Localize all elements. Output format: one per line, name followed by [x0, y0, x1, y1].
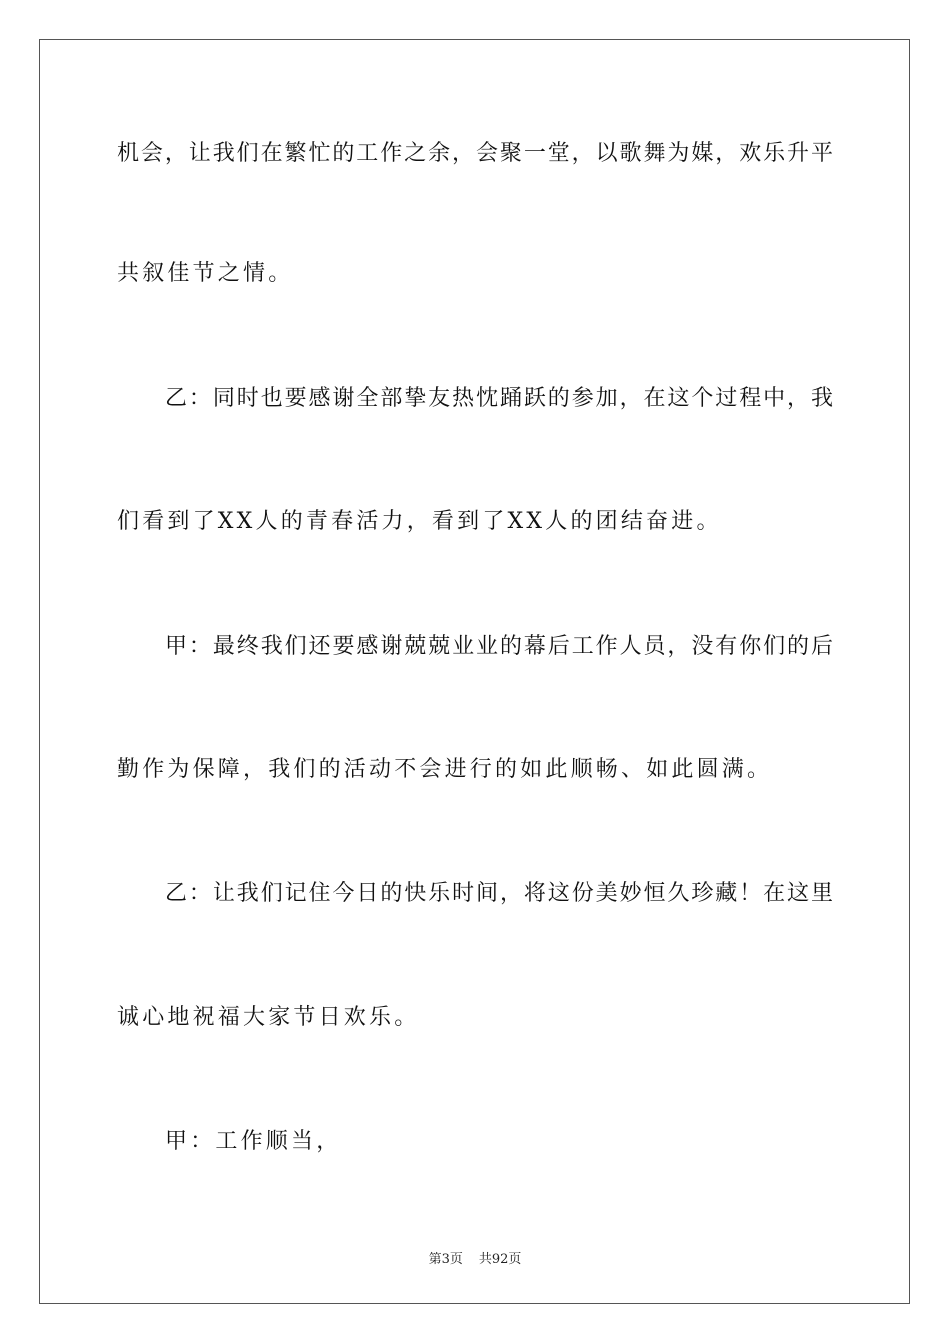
paragraph-line-2: 共叙佳节之情。: [117, 261, 294, 286]
page-border: [39, 39, 910, 1304]
page-footer: [0, 1248, 950, 1267]
current-page-number: 第3页: [428, 1252, 463, 1267]
paragraph-line-9: 甲：工作顺当，: [165, 1129, 342, 1154]
paragraph-line-6: 勤作为保障，我们的活动不会进行的如此顺畅、如此圆满。: [117, 757, 773, 782]
paragraph-line-7: 乙：让我们记住今日的快乐时间，将这份美妙恒久珍藏！在这里: [165, 881, 833, 906]
paragraph-line-8: 诚心地祝福大家节日欢乐。: [117, 1005, 420, 1030]
paragraph-line-3: 乙：同时也要感谢全部挚友热忱踊跃的参加，在这个过程中，我: [165, 386, 833, 411]
total-pages: 共92页: [478, 1252, 522, 1267]
paragraph-line-5: 甲：最终我们还要感谢兢兢业业的幕后工作人员，没有你们的后: [165, 634, 833, 659]
paragraph-line-4: 们看到了XX人的青春活力，看到了XX人的团结奋进。: [117, 509, 722, 534]
paragraph-line-1: 机会，让我们在繁忙的工作之余，会聚一堂，以歌舞为媒，欢乐升平: [117, 141, 833, 166]
